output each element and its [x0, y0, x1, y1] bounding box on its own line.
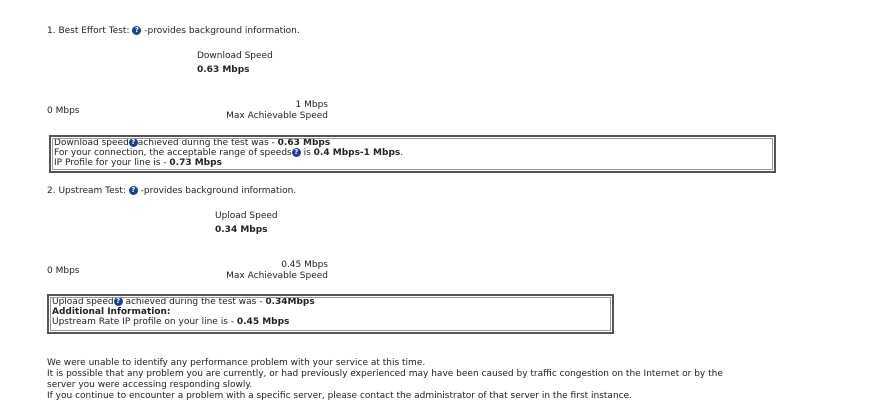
upload-achieved-value: 0.34Mbps: [265, 297, 315, 307]
download-speed-label: Download Speed: [197, 51, 273, 61]
upload-result-line-1: [52, 297, 609, 307]
upload-result-box: [47, 294, 614, 334]
upload-min-label: 0 Mbps: [47, 266, 80, 276]
upload-max-label: Max Achievable Speed: [226, 271, 328, 281]
upstream-ip-profile-value: 0.45 Mbps: [236, 317, 290, 327]
additional-information-heading: Additional Information:: [52, 307, 171, 317]
download-speed-text: Download speed: [54, 138, 129, 148]
download-result-line-2: [54, 148, 771, 158]
download-speed-value: 0.63 Mbps: [197, 65, 250, 75]
help-icon[interactable]: ?: [292, 148, 301, 157]
acceptable-range-is: is: [300, 148, 314, 158]
upstream-heading-label: 2. Upstream Test:: [47, 186, 126, 196]
footer-line-2: It is possible that any problem you are currently, or had previously experienced may have been caused by traffic congestion on the Internet or by the: [47, 369, 723, 379]
upload-max-value: 0.45 Mbps: [281, 260, 328, 270]
upstream-ip-profile-text: Upstream Rate IP profile on your line is -: [52, 317, 237, 327]
upload-achieved-text: achieved during the test was -: [122, 297, 266, 307]
download-result-line-1: [54, 138, 771, 148]
acceptable-range-period: .: [400, 148, 404, 158]
upstream-heading-suffix: -provides background information.: [140, 186, 297, 196]
help-icon[interactable]: ?: [129, 138, 138, 147]
download-max-value: 1 Mbps: [295, 100, 328, 110]
download-min-label: 0 Mbps: [47, 106, 80, 116]
best-effort-heading-label: 1. Best Effort Test:: [47, 26, 130, 36]
download-max-label: Max Achievable Speed: [226, 111, 328, 121]
help-icon[interactable]: ?: [129, 186, 138, 195]
ip-profile-text: IP Profile for your line is -: [54, 158, 170, 168]
upload-result-line-3: [52, 317, 609, 327]
help-icon[interactable]: ?: [114, 297, 123, 306]
download-achieved-text: achieved during the test was -: [137, 138, 278, 148]
download-achieved-value: 0.63 Mbps: [277, 138, 331, 148]
upload-speed-value: 0.34 Mbps: [215, 225, 268, 235]
acceptable-range-text: For your connection, the acceptable range of speeds: [54, 148, 292, 158]
footer-line-1: We were unable to identify any performance problem with your service at this time.: [47, 358, 426, 368]
download-result-line-3: [54, 158, 771, 168]
best-effort-heading: [47, 26, 300, 36]
upload-speed-text: Upload speed: [52, 297, 114, 307]
acceptable-range-value: 0.4 Mbps-1 Mbps: [313, 148, 401, 158]
help-icon[interactable]: ?: [132, 26, 141, 35]
upstream-heading: [47, 186, 296, 196]
ip-profile-value: 0.73 Mbps: [169, 158, 222, 168]
footer-message: [47, 358, 723, 402]
best-effort-heading-suffix: -provides background information.: [144, 26, 300, 36]
footer-line-3: server you were accessing responding slowly.: [47, 380, 253, 390]
upload-speed-label: Upload Speed: [215, 211, 278, 221]
footer-line-4: If you continue to encounter a problem with a specific server, please contact the administrator of that server in the first instance.: [47, 391, 632, 401]
download-result-box: [49, 135, 776, 173]
